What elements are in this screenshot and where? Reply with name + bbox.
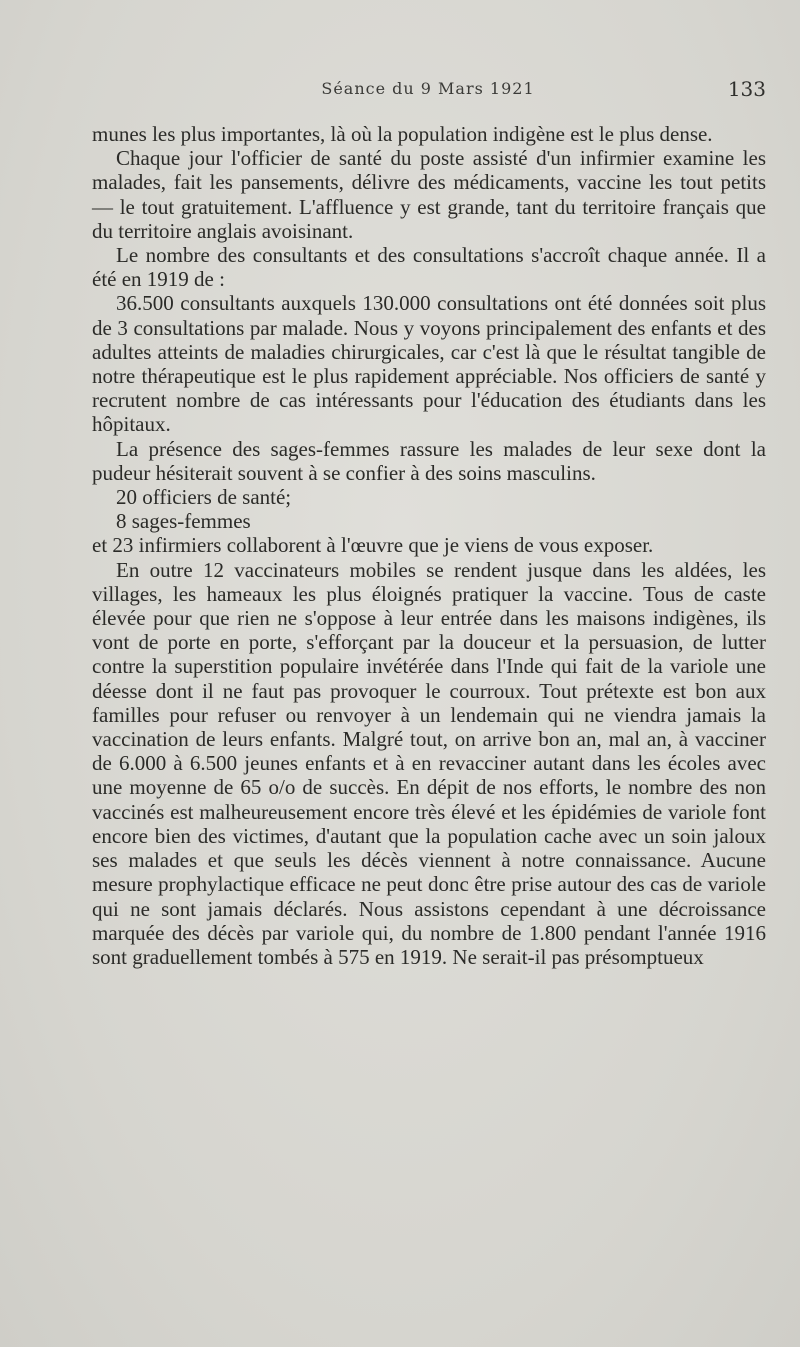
staff-list-item: 8 sages-femmes bbox=[116, 509, 251, 534]
paragraph-continuation: munes les plus importantes, là où la population indigène est le plus dense. bbox=[92, 122, 713, 146]
paragraph: Le nombre des consultants et des consultations s'accroît chaque année. Il a été en 1919 de : bbox=[92, 243, 766, 292]
body-text bbox=[92, 122, 766, 969]
page-header bbox=[90, 79, 766, 109]
paragraph-continuation: et 23 infirmiers collaborent à l'œuvre que je viens de vous exposer. bbox=[92, 533, 654, 558]
staff-list-item: 20 officiers de santé; bbox=[116, 485, 292, 510]
paragraph: Chaque jour l'officier de santé du poste assisté d'un infirmier examine les malades, fait les pansements, délivre des médicaments, vaccine les tout petits — le tout gratuitement. L'affluence y est grande, tant du territoire français que du territoire anglais avoisinant. bbox=[92, 146, 766, 243]
paragraph: En outre 12 vaccinateurs mobiles se rendent jusque dans les aldées, les villages, les hameaux les plus éloignés pratiquer la vaccine. Tous de caste élevée pour que rien ne s'oppose à leur entrée dans les maisons indigènes, ils vont de porte en porte, s'efforçant par la douceur et la persuasion, de lutter contre la superstition populaire invétérée dans l'Inde qui fait de la variole une déesse dont il ne faut pas provoquer le courroux. Tout prétexte est bon aux familles pour refuser ou renvoyer à un lendemain qui ne viendra jamais la vaccination de leurs enfants. Malgré tout, on arrive bon an, mal an, à vacciner de 6.000 à 6.500 jeunes enfants et à en revacciner autant dans les écoles avec une moyenne de 65 o/o de succès. En dépit de nos efforts, le nombre des non vaccinés est malheureusement encore très élevé et les épidémies de variole font encore bien des victimes, d'autant que la population cache avec un soin jaloux ses malades et que seuls les décès viennent à notre connaissance. Aucune mesure prophylactique efficace ne peut donc être prise autour des cas de variole qui ne sont jamais déclarés. Nous assistons cependant à une décroissance marquée des décès par variole qui, du nombre de 1.800 pendant l'année 1916 sont graduellement tombés à 575 en 1919. Ne serait-il pas présomptueux bbox=[92, 557, 766, 969]
page-number: 133 bbox=[727, 77, 766, 101]
running-title: Séance du 9 Mars 1921 bbox=[321, 79, 535, 98]
paragraph: La présence des sages-femmes rassure les malades de leur sexe dont la pudeur hésiterait souvent à se confier à des soins masculins. bbox=[92, 436, 766, 485]
paragraph: 36.500 consultants auxquels 130.000 consultations ont été données soit plus de 3 consultations par malade. Nous y voyons principalement des enfants et des adultes atteints de maladies chirurgicales, car c'est là que le résultat tangible de notre thérapeutique est le plus rapidement appréciable. Nos officiers de santé y recrutent nombre de cas intéressants pour l'éducation des étudiants dans les hôpitaux. bbox=[92, 291, 766, 437]
